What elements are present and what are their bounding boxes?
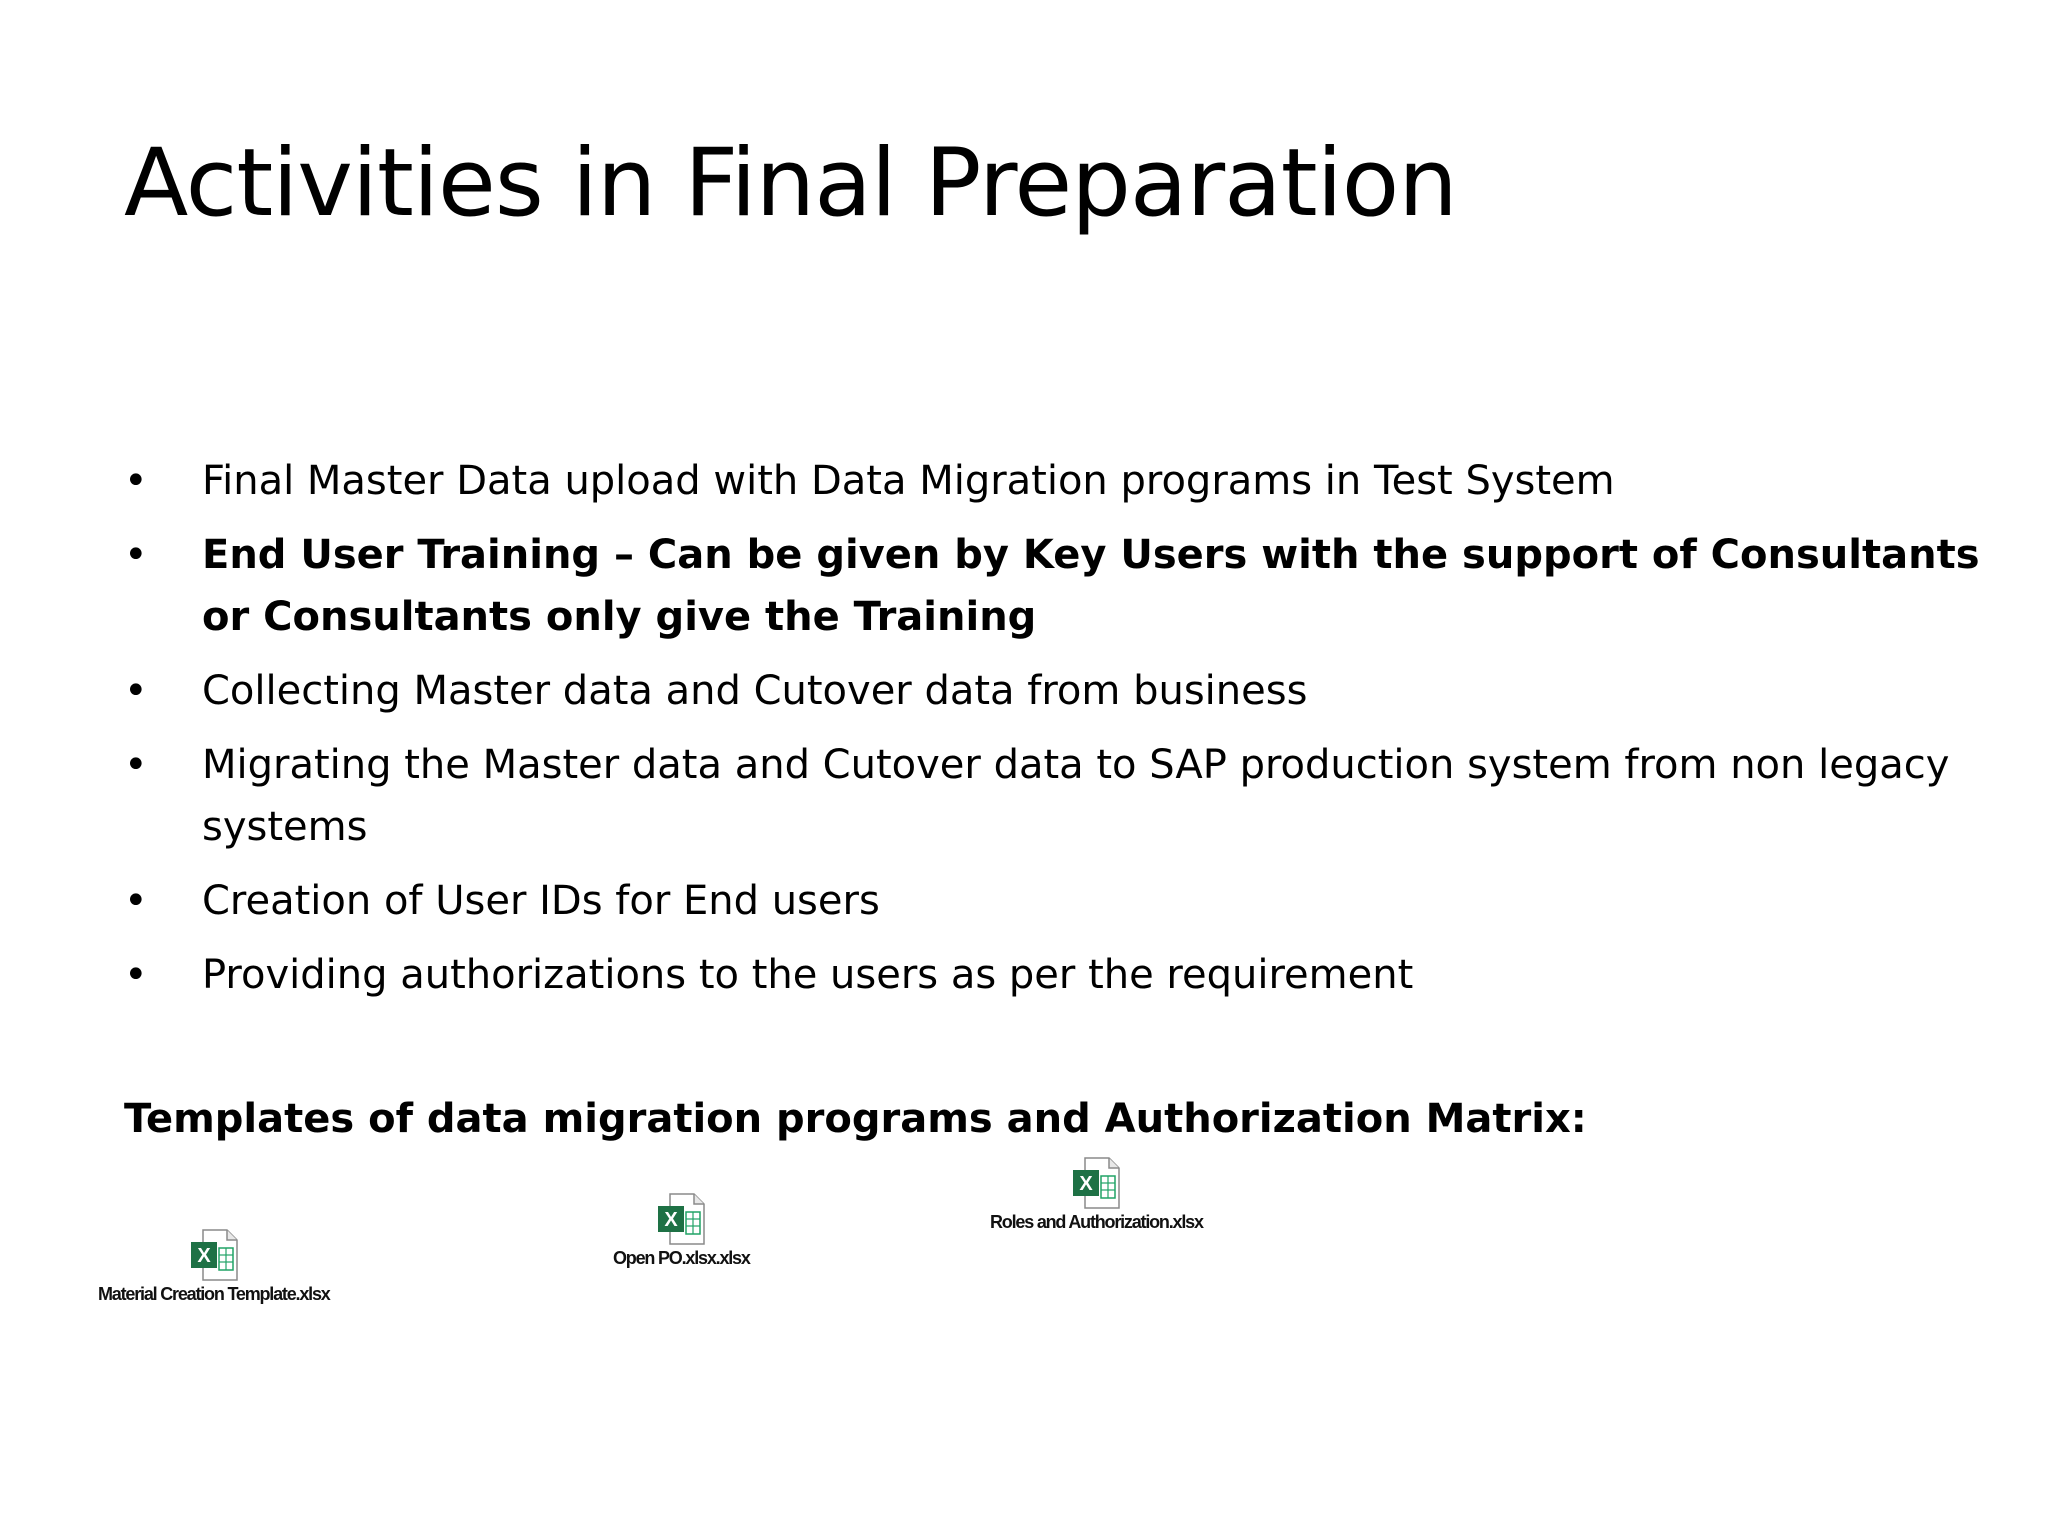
bullet-item xyxy=(124,450,1984,512)
excel-file-icon xyxy=(189,1228,239,1282)
bullet-text: Migrating the Master data and Cutover data to SAP production system from non legacy systems xyxy=(202,742,1950,850)
bullet-marker: • xyxy=(124,458,148,504)
bullet-marker: • xyxy=(124,952,148,998)
bullet-marker: • xyxy=(124,742,148,788)
bullet-text: End User Training – Can be given by Key Users with the support of Consultants or Consultants only give the Training xyxy=(202,532,1980,640)
bullet-item xyxy=(124,870,1984,932)
attachment-material-creation-template[interactable] xyxy=(98,1228,330,1305)
bullet-text: Creation of User IDs for End users xyxy=(202,878,880,924)
bullet-marker: • xyxy=(124,532,148,578)
bullet-list xyxy=(124,450,1984,1018)
bullet-text: Collecting Master data and Cutover data from business xyxy=(202,668,1308,714)
svg-text:X: X xyxy=(664,1209,679,1231)
excel-file-icon xyxy=(1071,1156,1121,1210)
attachment-label: Open PO.xlsx.xlsx xyxy=(613,1248,750,1268)
bullet-text: Providing authorizations to the users as per the requirement xyxy=(202,952,1414,998)
attachment-label: Material Creation Template.xlsx xyxy=(98,1284,330,1304)
bullet-item xyxy=(124,944,1984,1006)
bullet-item xyxy=(124,734,1984,858)
slide-title: Activities in Final Preparation xyxy=(124,129,1457,238)
svg-text:X: X xyxy=(197,1245,211,1267)
bullet-text: Final Master Data upload with Data Migration programs in Test System xyxy=(202,458,1615,504)
attachment-open-po[interactable] xyxy=(613,1192,750,1269)
attachment-roles-and-authorization[interactable] xyxy=(990,1156,1203,1233)
bullet-marker: • xyxy=(124,668,148,714)
bullet-marker: • xyxy=(124,878,148,924)
attachment-label: Roles and Authorization.xlsx xyxy=(990,1212,1203,1232)
excel-file-icon xyxy=(656,1192,706,1246)
templates-heading: Templates of data migration programs and Authorization Matrix: xyxy=(124,1096,1587,1142)
svg-text:X: X xyxy=(1079,1173,1094,1195)
bullet-item xyxy=(124,524,1984,648)
bullet-item xyxy=(124,660,1984,722)
